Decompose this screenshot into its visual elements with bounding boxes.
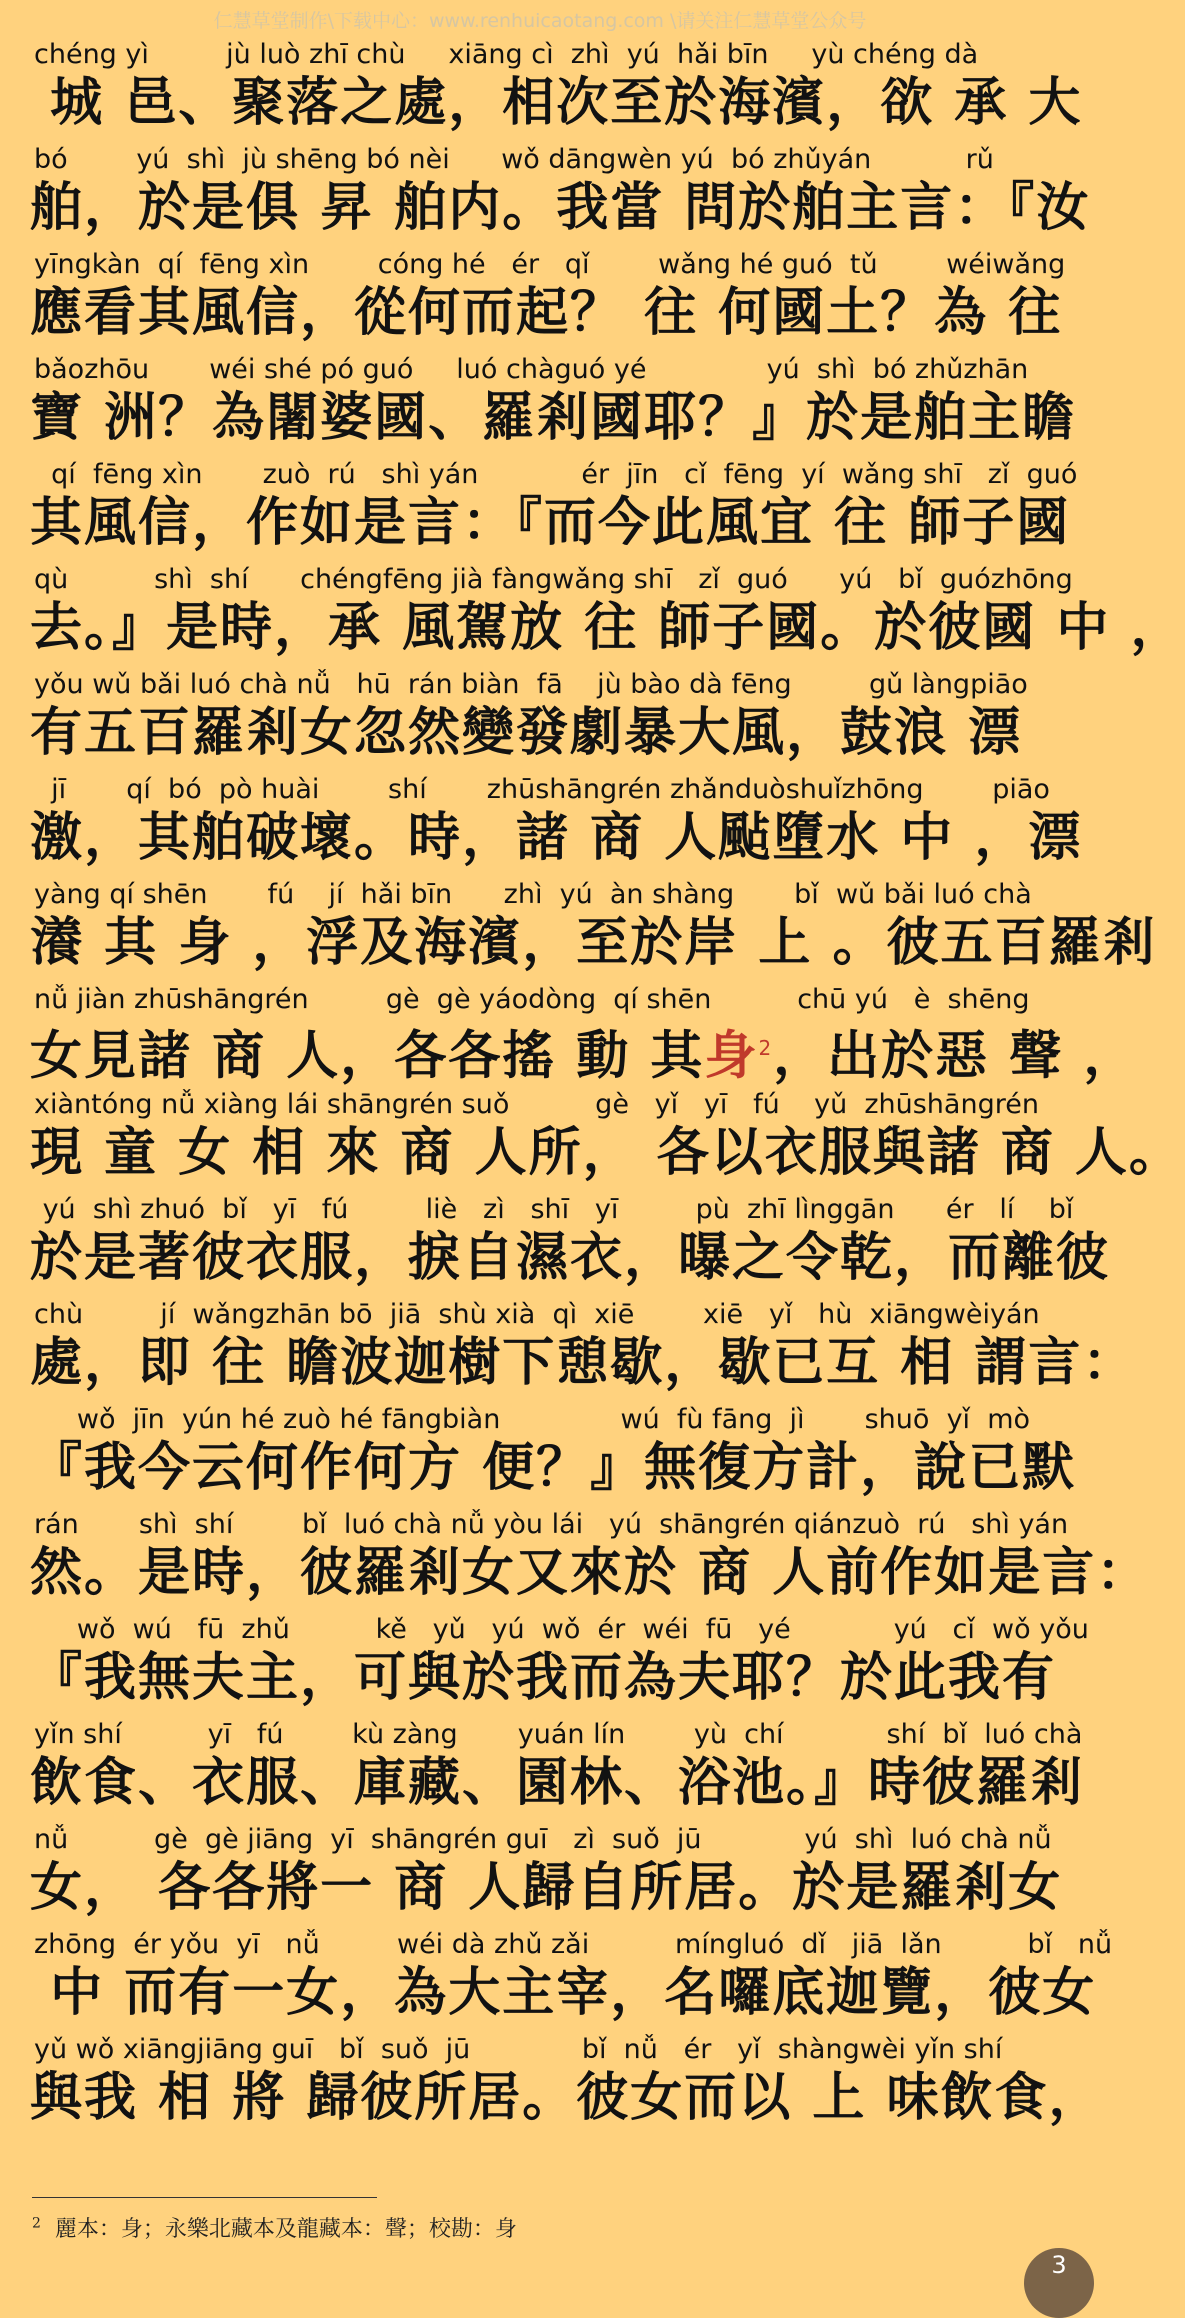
pinyin-row: wǒ jīn yún hé zuò hé fāngbiàn wú fù fāng jì shuō yǐ mò [34,1404,1031,1435]
hanzi-row: 現 童 女 相 來 商 人所， 各以衣服與諸 商 人。 [30,1123,1183,1183]
text-line [30,458,1078,563]
pinyin-row: jī qí bó pò huài shí zhūshāngrén zhǎnduòshuǐzhōng piāo [34,774,1050,805]
text-line [30,38,1083,143]
pinyin-row: bó yú shì jù shēng bó nèi wǒ dāngwèn yú bó zhǔyán rǔ [34,144,994,175]
page-number: 3 [1051,2251,1067,2279]
hanzi-row: 處，即 往 瞻波迦樹下憩歇，歇已互 相 謂言： [30,1333,1137,1393]
pinyin-row: zhōng ér yǒu yī nǚ wéi dà zhǔ zǎi míngluó dǐ jiā lǎn bǐ nǚ [34,1929,1113,1960]
text-line [30,1088,1183,1193]
hanzi-row: 激，其舶破壞。時，諸 商 人颭墮水 中 ，漂 [30,808,1083,868]
pinyin-row: yīngkàn qí fēng xìn cóng hé ér qǐ wǎng hé guó tǔ wéiwǎng [34,249,1066,280]
footnote-divider [32,2197,377,2198]
hanzi-row: 女見諸 商 人，各各搖 動 其身$^2$，出於惡 聲 ， [30,1026,1138,1087]
footnote-text: 麗本：身；永樂北藏本及龍藏本：聲；校勘：身 [54,2217,517,2242]
hanzi-row: 去。』是時，承 風駕放 往 師子國。於彼國 中 ， [30,598,1185,658]
pinyin-row: yǒu wǔ bǎi luó chà nǚ hū rán biàn fā jù bào dà fēng gǔ làngpiāo [34,669,1028,700]
text-line [30,773,1083,878]
pinyin-row: rán shì shí bǐ luó chà nǚ yòu lái yú shāngrén qiánzuò rú shì yán [34,1509,1069,1540]
pinyin-row: bǎozhōu wéi shé pó guó luó chàguó yé yú shì bó zhǔzhān [34,354,1029,385]
text-line [30,143,1091,248]
pinyin-row: chù jí wǎngzhān bō jiā shù xià qì xiē xiē yǐ hù xiāngwèiyán [34,1299,1040,1330]
hanzi-row: 其風信，作如是言：『而今此風宜 往 師子國 [30,493,1071,553]
text-line [30,878,1157,983]
footnoted-char: 身 [704,1026,759,1087]
hanzi-row: 有五百羅剎女忽然變發劇暴大風，鼓浪 漂 [30,703,1023,763]
text-line [30,353,1077,458]
text-body [30,38,1185,2138]
text-line [30,1508,1151,1613]
footnote-marker: 2 [32,2215,41,2232]
text-line [30,1298,1137,1403]
text-line [30,2033,1103,2138]
text-line [30,1613,1089,1718]
hanzi-row: 中 而有一女，為大主宰，名囉底迦覽，彼女 [30,1963,1097,2023]
pinyin-row: qí fēng xìn zuò rú shì yán ér jīn cǐ fēng yí wǎng shī zǐ guó [34,459,1078,490]
pinyin-row: nǚ jiàn zhūshāngrén gè gè yáodòng qí shēn chū yú è shēng [34,984,1030,1015]
page-number-badge [1024,2248,1094,2318]
hanzi-row: 瀁 其 身 ，浮及海濱，至於岸 上 。彼五百羅剎 [30,913,1157,973]
page-header: 仁慧草堂制作\下载中心：www.renhuicaotang.com \请关注仁慧草堂公众号 [213,10,867,32]
hanzi-row: 女， 各各將一 商 人歸自所居。於是羅剎女 [30,1858,1063,1918]
pinyin-row: qù shì shí chéngfēng jià fàngwǎng shī zǐ guó yú bǐ guózhōng [34,564,1073,595]
hanzi-row: 寶 洲？為闍婆國、羅剎國耶？』於是舶主瞻 [30,388,1077,448]
text-line [30,983,1138,1088]
hanzi-row: 城 邑、聚落之處，相次至於海濱，欲 承 大 [30,73,1083,133]
hanzi-row: 於是著彼衣服，捩自濕衣，曝之令乾，而離彼 [30,1228,1111,1288]
pinyin-row: xiàntóng nǚ xiàng lái shāngrén suǒ gè yǐ yī fú yǔ zhūshāngrén [34,1089,1039,1120]
pinyin-row: yú shì zhuó bǐ yī fú liè zì shī yī pù zhī lìnggān ér lí bǐ [34,1194,1074,1225]
footnote [32,2212,517,2243]
text-line [30,1718,1085,1823]
text-line [30,563,1185,668]
pinyin-row: wǒ wú fū zhǔ kě yǔ yú wǒ ér wéi fū yé yú cǐ wǒ yǒu [34,1614,1089,1645]
hanzi-row: 『我今云何作何方 便？』無復方計，說已默 [30,1438,1077,1498]
hanzi-row: 『我無夫主，可與於我而為夫耶？於此我有 [30,1648,1057,1708]
pinyin-row: yǐn shí yī fú kù zàng yuán lín yù chí shí bǐ luó chà [34,1719,1083,1750]
pinyin-row: nǚ gè gè jiāng yī shāngrén guī zì suǒ jū yú shì luó chà nǚ [34,1824,1052,1855]
hanzi-row: 舶，於是俱 昇 舶内。我當 問於舶主言：『汝 [30,178,1091,238]
pinyin-row: yǔ wǒ xiāngjiāng guī bǐ suǒ jū bǐ nǚ ér yǐ shàngwèi yǐn shí [34,2034,1003,2065]
footnote-ref[interactable]: 2 [758,1036,774,1060]
pinyin-row: yàng qí shēn fú jí hǎi bīn zhì yú àn shàng bǐ wǔ bǎi luó chà [34,879,1032,910]
text-line [30,1403,1077,1508]
hanzi-row: 與我 相 將 歸彼所居。彼女而以 上 味飲食， [30,2068,1103,2128]
hanzi-row: 然。是時，彼羅剎女又來於 商 人前作如是言： [30,1543,1151,1603]
text-line [30,668,1060,773]
text-line [30,248,1066,353]
hanzi-row: 飲食、衣服、庫藏、園林、浴池。』時彼羅剎 [30,1753,1085,1813]
hanzi-row: 應看其風信，從何而起？ 往 何國土？為 往 [30,283,1063,343]
text-line [30,1193,1111,1298]
pinyin-row: chéng yì jù luò zhī chù xiāng cì zhì yú hǎi bīn yù chéng dà [34,39,979,70]
text-line [30,1928,1113,2033]
text-line [30,1823,1063,1928]
